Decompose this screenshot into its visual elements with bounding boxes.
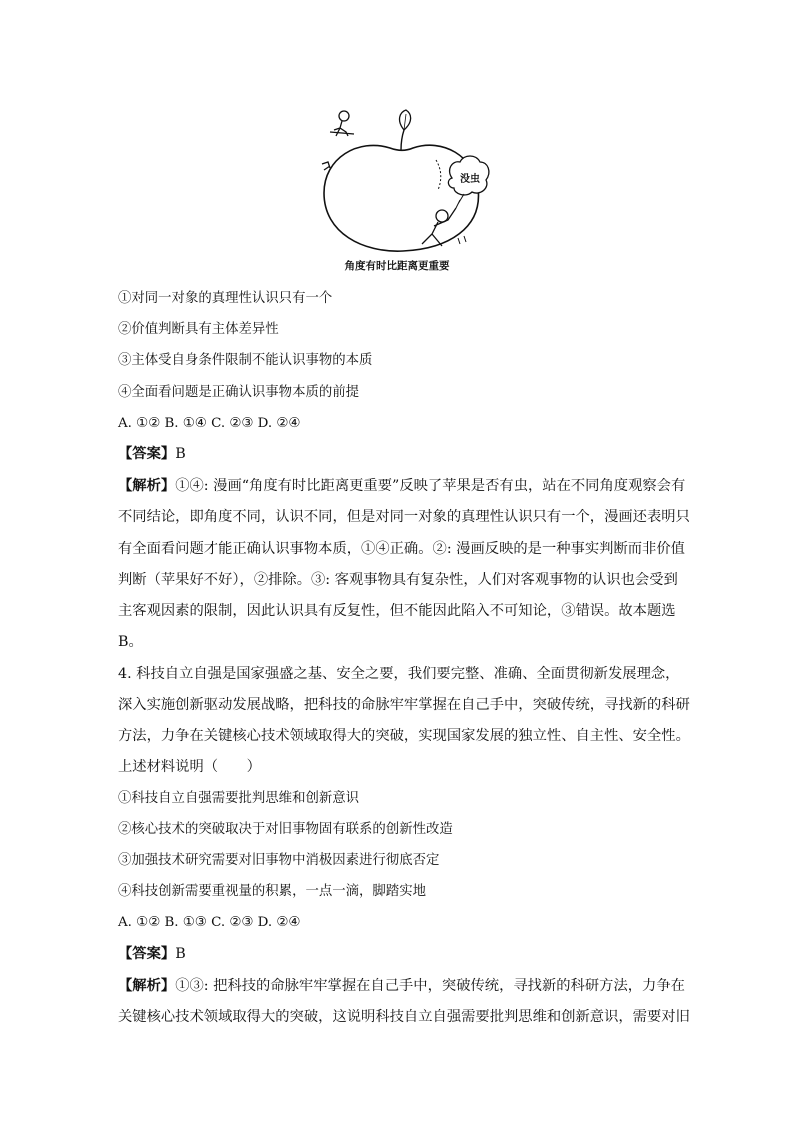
q3-choices: A. ①② B. ①④ C. ②③ D. ②④	[118, 416, 301, 431]
q3-option-1: ①对同一对象的真理性认识只有一个	[118, 291, 333, 306]
q4-analysis-text-1: ①③: 把科技的命脉牢牢掌握在自己手中，突破传统，寻找新的科研方法，力争在	[175, 978, 685, 994]
q3-analysis-line-2: 不同结论，即角度不同，认识不同，但是对同一对象的真理性认识只有一个，漫画还表明只	[118, 509, 690, 525]
q4-option-2: ②核心技术的突破取决于对旧事物固有联系的创新性改造	[118, 822, 453, 837]
q3-answer-value: B	[175, 446, 186, 462]
q3-analysis-line-3: 有全面看问题才能正确认识事物本质，①④正确。②: 漫画反映的是一种事实判断而非价值	[118, 541, 685, 557]
q4-stem-line-3: 方法，力争在关键核心技术领域取得大的突破，实现国家发展的独立性、自主性、安全性。	[118, 728, 690, 744]
q4-stem-line-1: 4. 科技自立自强是国家强盛之基、安全之要，我们要完整、准确、全面贯彻新发展理念，	[118, 666, 680, 682]
speech-bubble-text: 没虫	[460, 174, 480, 185]
q3-option-2: ②价值判断具有主体差异性	[118, 322, 279, 337]
q4-answer-label: 【答案】	[118, 946, 176, 962]
q3-analysis-text-1: ①④: 漫画“角度有时比距离更重要”反映了苹果是否有虫，站在不同角度观察会有	[175, 478, 686, 494]
q4-stem-line-4: 上述材料说明（ ）	[118, 759, 261, 775]
q3-analysis-line-4: 判断（苹果好不好），②排除。③: 客观事物具有复杂性，人们对客观事物的认识也会受到	[118, 572, 678, 588]
q3-answer	[118, 444, 186, 464]
q4-option-1: ①科技自立自强需要批判思维和创新意识	[118, 791, 360, 806]
q4-answer-value: B	[175, 946, 186, 962]
q4-option-4: ④科技创新需要重视量的积累，一点一滴，脚踏实地	[118, 884, 426, 899]
figure-caption: 角度有时比距离更重要	[344, 260, 450, 272]
q4-analysis-label: 【解析】	[118, 978, 176, 994]
q4-option-3: ③加强技术研究需要对旧事物中消极因素进行彻底否定	[118, 853, 440, 868]
q3-analysis-line-6: B。	[118, 634, 143, 650]
q3-analysis-line-5: 主客观因素的限制，因此认识具有反复性，但不能因此陷入不可知论，③错误。故本题选	[118, 603, 676, 619]
q3-option-3: ③主体受自身条件限制不能认识事物的本质	[118, 353, 373, 368]
q4-analysis-line-2: 关键核心技术领域取得大的突破，这说明科技自立自强需要批判思维和创新意识，需要对旧	[118, 1009, 690, 1025]
q3-answer-label: 【答案】	[118, 446, 176, 462]
apple-cartoon-illustration	[318, 108, 498, 258]
q3-option-4: ④全面看问题是正确认识事物本质的前提	[118, 385, 360, 400]
q4-analysis-line-1	[118, 976, 685, 996]
q4-answer	[118, 944, 186, 964]
q4-stem-line-2: 深入实施创新驱动发展战略，把科技的命脉牢牢掌握在自己手中，突破传统，寻找新的科研	[118, 697, 690, 713]
q3-analysis-label: 【解析】	[118, 478, 176, 494]
q3-analysis-line-1	[118, 476, 685, 496]
q4-choices: A. ①② B. ①③ C. ②③ D. ②④	[118, 915, 301, 930]
